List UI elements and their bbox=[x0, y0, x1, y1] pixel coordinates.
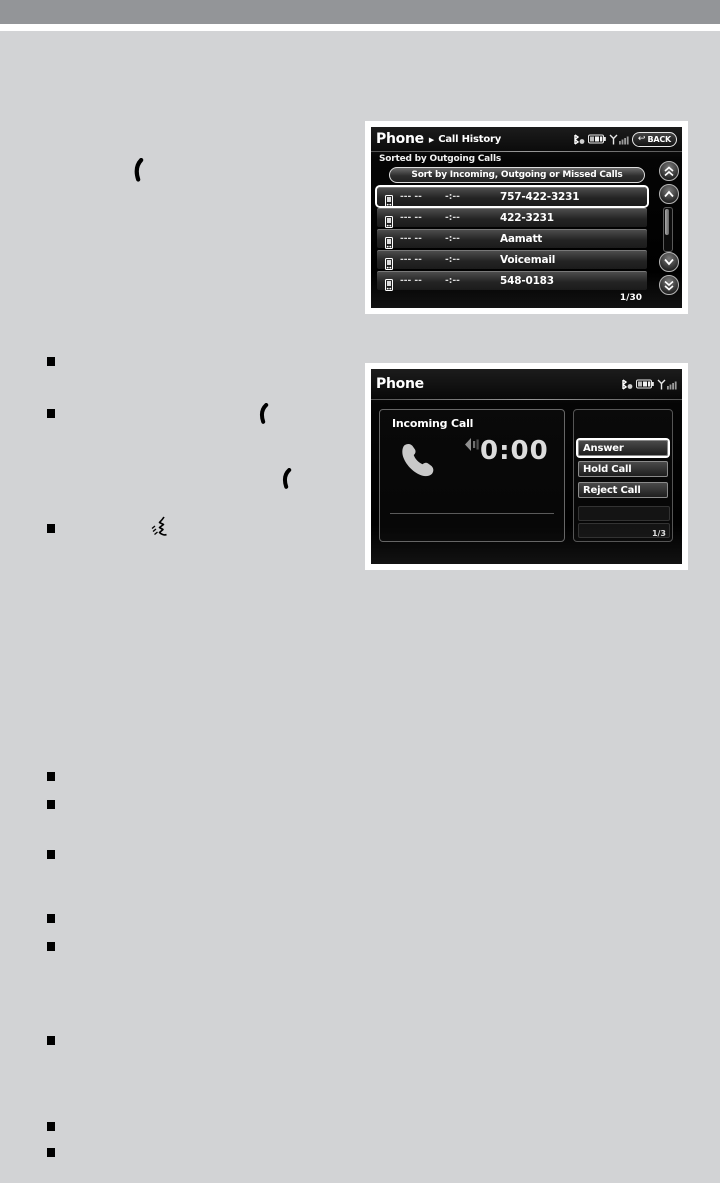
cellphone-icon bbox=[385, 279, 393, 291]
header-divider bbox=[371, 151, 682, 152]
screen-title: Phone bbox=[376, 376, 424, 392]
bullet-square bbox=[47, 524, 55, 533]
call-history-row[interactable] bbox=[377, 208, 647, 227]
bullet-square bbox=[47, 409, 55, 418]
battery-icon bbox=[636, 379, 654, 389]
chevron-down-icon bbox=[663, 258, 675, 266]
call-date: --- -- bbox=[400, 276, 422, 286]
battery-icon bbox=[588, 134, 606, 144]
page-indicator: 1/3 bbox=[651, 529, 666, 538]
bullet-square bbox=[47, 772, 55, 781]
call-history-row[interactable] bbox=[377, 271, 647, 290]
speaker-icon bbox=[460, 437, 480, 452]
signal-icon bbox=[657, 379, 677, 390]
call-history-row[interactable] bbox=[377, 229, 647, 248]
call-label: 757-422-3231 bbox=[500, 191, 580, 203]
cellphone-icon bbox=[385, 237, 393, 249]
bluetooth-icon bbox=[619, 379, 633, 390]
bullet-square bbox=[47, 942, 55, 951]
back-arrow-icon: ↩ bbox=[637, 133, 646, 144]
call-label: 548-0183 bbox=[500, 275, 554, 287]
phone-handset-icon bbox=[131, 158, 144, 182]
call-history-row[interactable] bbox=[377, 250, 647, 269]
cellphone-icon bbox=[385, 195, 393, 207]
bullet-square bbox=[47, 357, 55, 366]
page-header-bar bbox=[0, 0, 720, 24]
call-date: --- -- bbox=[400, 213, 422, 223]
breadcrumb-arrow-icon: ▶ bbox=[428, 136, 435, 144]
answer-button[interactable]: Answer bbox=[578, 440, 668, 456]
back-button-label: BACK bbox=[647, 134, 671, 144]
bullet-square bbox=[47, 1122, 55, 1131]
page-content-area bbox=[0, 31, 720, 1183]
scroll-up-button[interactable] bbox=[659, 184, 679, 204]
call-time: -:-- bbox=[445, 276, 460, 286]
call-date: --- -- bbox=[400, 192, 422, 202]
call-timer: 0:00 bbox=[480, 436, 549, 466]
phone-handset-icon bbox=[279, 468, 292, 489]
call-label: 422-3231 bbox=[500, 212, 554, 224]
screenshot-incoming-call bbox=[365, 363, 688, 570]
sorted-by-label: Sorted by Outgoing Calls bbox=[379, 154, 501, 164]
bullet-square bbox=[47, 850, 55, 859]
call-time: -:-- bbox=[445, 192, 460, 202]
scrollbar-thumb[interactable] bbox=[665, 209, 669, 235]
bullet-square bbox=[47, 800, 55, 809]
scroll-bottom-button[interactable] bbox=[659, 275, 679, 295]
call-label: Voicemail bbox=[500, 254, 556, 266]
signal-icon bbox=[609, 134, 629, 145]
bullet-square bbox=[47, 914, 55, 923]
back-button[interactable] bbox=[632, 132, 677, 147]
scroll-top-button[interactable] bbox=[659, 161, 679, 181]
speak-voice-icon bbox=[150, 515, 172, 539]
cellphone-icon bbox=[385, 258, 393, 270]
panel-divider bbox=[390, 513, 554, 514]
header-divider bbox=[371, 399, 682, 400]
call-time: -:-- bbox=[445, 255, 460, 265]
call-time: -:-- bbox=[445, 213, 460, 223]
scroll-down-button[interactable] bbox=[659, 252, 679, 272]
cellphone-icon bbox=[385, 216, 393, 228]
bluetooth-icon bbox=[571, 134, 585, 145]
call-time: -:-- bbox=[445, 234, 460, 244]
breadcrumb: Call History bbox=[438, 133, 502, 145]
screen-title: Phone bbox=[376, 131, 424, 147]
hold-call-button[interactable]: Hold Call bbox=[578, 461, 668, 477]
screenshot-call-history bbox=[365, 121, 688, 314]
phone-handset-icon bbox=[396, 440, 434, 478]
incoming-call-label: Incoming Call bbox=[392, 417, 474, 430]
double-chevron-up-icon bbox=[663, 166, 675, 177]
page-indicator: 1/30 bbox=[619, 293, 642, 303]
call-history-row[interactable] bbox=[377, 187, 647, 206]
call-actions-panel bbox=[573, 409, 673, 542]
incoming-call-panel bbox=[379, 409, 565, 542]
scrollbar-track[interactable] bbox=[663, 207, 673, 252]
double-chevron-down-icon bbox=[663, 280, 675, 291]
call-date: --- -- bbox=[400, 234, 422, 244]
sort-button[interactable]: Sort by Incoming, Outgoing or Missed Calls bbox=[389, 167, 645, 183]
phone-handset-icon bbox=[256, 403, 269, 424]
bullet-square bbox=[47, 1036, 55, 1045]
call-date: --- -- bbox=[400, 255, 422, 265]
call-history-list bbox=[377, 187, 647, 292]
bullet-square bbox=[47, 1148, 55, 1157]
call-label: Aamatt bbox=[500, 233, 543, 245]
empty-action-slot bbox=[578, 506, 670, 521]
chevron-up-icon bbox=[663, 190, 675, 198]
reject-call-button[interactable]: Reject Call bbox=[578, 482, 668, 498]
